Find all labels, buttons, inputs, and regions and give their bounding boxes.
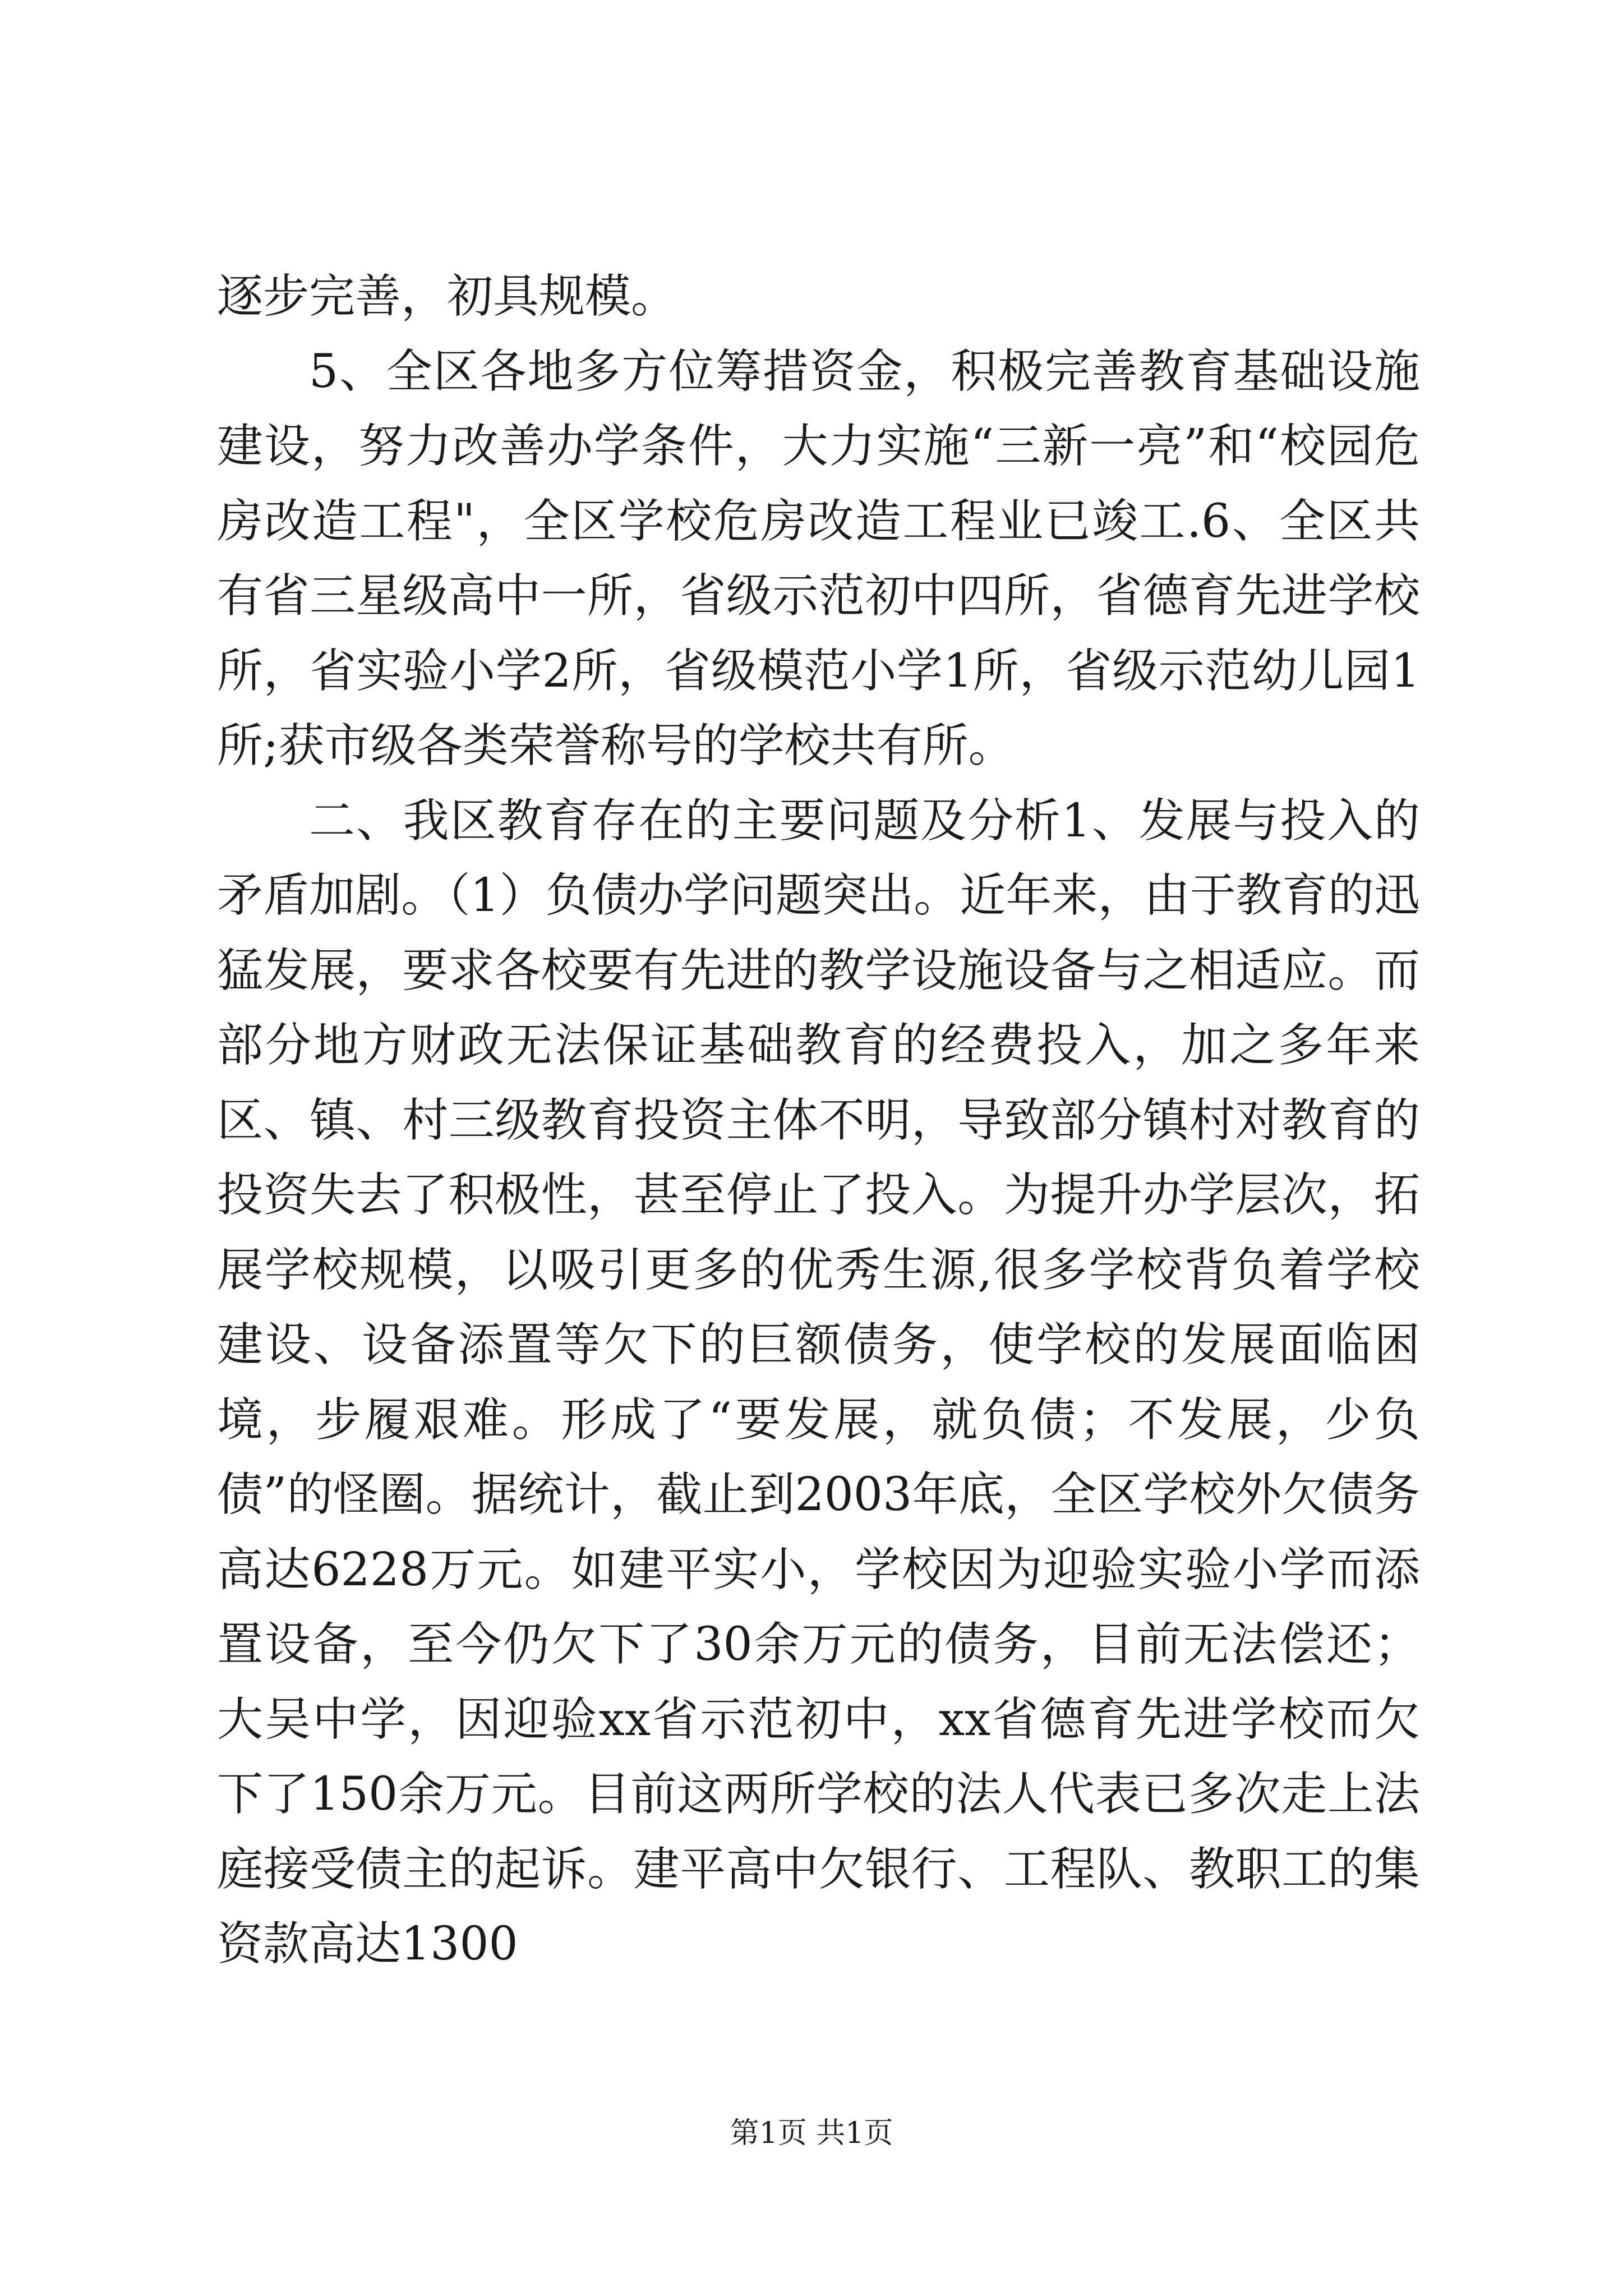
paragraph-infrastructure: 5、全区各地多方位筹措资金，积极完善教育基础设施建设，努力改善办学条件，大力实施“三新一亮”和“校园危房改造工程"，全区学校危房改造工程业已竣工.6、全区共有省三星级高中一所，省级示范初中四所，省德育先进学校所，省实验小学2所，省级模范小学1所，省级示范幼儿园1所;获市级各类荣誉称号的学校共有所。 — [217, 344, 1420, 772]
page-number-label: 第1页 共1页 — [730, 2116, 893, 2150]
paragraph-problems-analysis: 二、我区教育存在的主要问题及分析1、发展与投入的矛盾加剧。（1）负债办学问题突出。近年来，由于教育的迅猛发展，要求各校要有先进的教学设施设备与之相适应。而部分地方财政无法保证基础教育的经费投入，加之多年来区、镇、村三级教育投资主体不明，导致部分镇村对教育的投资失去了积极性，甚至停止了投入。为提升办学层次，拓展学校规模，以吸引更多的优秀生源,很多学校背负着学校建设、设备添置等欠下的巨额债务，使学校的发展面临困境，步履艰难。形成了“要发展，就负债；不发展，少负债”的怪圈。据统计，截止到2003年底，全区学校外欠债务高达6228万元。如建平实小，学校因为迎验实验小学而添置设备，至今仍欠下了30余万元的债务，目前无法偿还；大吴中学，因迎验xx省示范初中，xx省德育先进学校而欠下了150余万元。目前这两所学校的法人代表已多次走上法庭接受债主的起诉。建平高中欠银行、工程队、教职工的集资款高达1300 — [217, 794, 1420, 1971]
document-body — [217, 259, 1420, 1982]
paragraph-intro-fragment: 逐步完善，初具规模。 — [217, 270, 677, 323]
page-footer — [0, 2114, 1623, 2153]
